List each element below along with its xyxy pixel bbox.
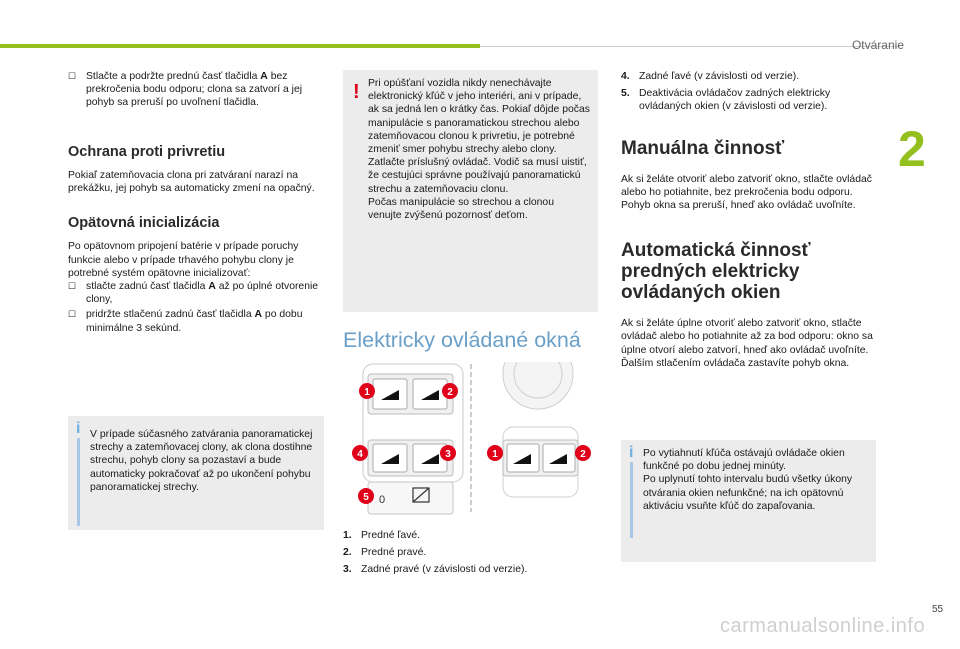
bullet-text: stlačte zadnú časť tlačidla A až po úplné otvorenie clony, — [86, 281, 319, 306]
bullet-text: pridržte stlačenú zadnú časť tlačidla A po dobu minimálne 3 sekúnd. — [86, 309, 303, 334]
page-number: 55 — [932, 604, 944, 615]
window-switches-illustration — [343, 362, 598, 522]
switch-front-right — [413, 379, 447, 409]
list-item: 3. Zadné pravé (v závislosti od verzie). — [343, 564, 528, 576]
switch-rear-left — [373, 444, 407, 472]
list-item: 5. Deaktivácia ovládačov zadných elektricky ovládaných okien (v závislosti od verzie). — [621, 88, 831, 113]
column-left — [68, 70, 324, 337]
bullet-marker: ☐ — [68, 71, 77, 81]
header-divider — [480, 46, 900, 47]
info-bar — [77, 438, 80, 526]
passenger-switch-left — [507, 444, 539, 472]
anti-pinch-text: Pokiaľ zatemňovacia clona pri zatváraní narazí na prekážku, jej pohyb sa automaticky zmení na opačný. — [68, 169, 315, 195]
bullet-marker: ☐ — [68, 309, 77, 320]
bullet-item — [68, 70, 324, 110]
info-text: Po vytiahnutí kľúča ostávajú ovládače okien funkčné po dobu jednej minúty. Po uplynutí tohto intervalu budú všetky úkony otvárania okien nefunkčné; na ich opätovnú aktiváciu vsuňte kľúč do zapaľovania. — [643, 448, 853, 512]
callout-label: 4 — [357, 449, 363, 460]
column-right — [621, 70, 876, 370]
switch-front-left — [373, 379, 407, 409]
callout-label: 1 — [364, 387, 370, 398]
bullet-marker: ☐ — [68, 281, 77, 292]
warning-icon: ! — [353, 81, 360, 103]
warning-box — [343, 70, 598, 312]
passenger-switch-right — [543, 444, 575, 472]
bullet-text: Stlačte a podržte prednú časť tlačidla A bez prekročenia bodu odporu; clona sa zatvorí a jej pohyb sa preruší po uvoľnení tlačidla. — [86, 71, 303, 109]
reinit-text: Po opätovnom pripojení batérie v prípade poruchy funkcie alebo v prípade trhavého pohybu clony je potrebné systém opätovne inicializovať: — [68, 241, 299, 279]
info-box-right — [621, 440, 876, 562]
info-box-left — [68, 416, 324, 530]
callout-label: 3 — [445, 449, 451, 460]
callout-label: 2 — [580, 449, 586, 460]
manual-text: Ak si želáte otvoriť alebo zatvoriť okno, stlačte ovládač alebo ho potiahnite, bez prekročenia bodu odporu. Pohyb okna sa preruší, hneď ako ovládač uvoľníte. — [621, 173, 872, 212]
watermark: carmanualsonline.info — [720, 615, 926, 637]
info-text: V prípade súčasného zatvárania panoramatickej strechy a zatemňovacej clony, ak clona dostihne strechu, pohyb clony sa pozastaví a bude automaticky pokračovať až po ukončení pohybu panoramatickej strechy. — [90, 429, 313, 493]
heading-power-windows: Elektricky ovládané okná — [343, 328, 581, 352]
heading-manual-operation: Manuálna činnosť — [621, 137, 785, 159]
info-icon: i — [76, 420, 81, 437]
info-icon: i — [629, 444, 634, 461]
heading-automatic-operation: Automatická činnosť predných elektricky ovládaných okien — [621, 240, 811, 304]
callout-label: 1 — [492, 449, 498, 460]
list-item: 2. Predné pravé. — [343, 547, 427, 559]
switch-list-1 — [343, 529, 598, 581]
list-item: 1. Predné ľavé. — [343, 530, 421, 541]
bullet-item — [68, 308, 324, 334]
lock-label: 0 — [379, 494, 386, 506]
section-title: Otváranie — [851, 38, 904, 52]
automatic-text: Ak si želáte úplne otvoriť alebo zatvoriť okno, stlačte ovládač alebo ho potiahnite až za bod odporu: okno sa úplne otvorí alebo zatvorí, hneď ako ovládač uvoľníte. Ďalším stlačením ovládača zastavíte pohyb okna. — [621, 318, 873, 369]
callout-label: 2 — [447, 387, 453, 398]
chapter-accent-bar — [0, 44, 480, 48]
switch-list-2 — [621, 70, 876, 114]
callout-label: 5 — [363, 492, 369, 503]
list-item: 4. Zadné ľavé (v závislosti od verzie). — [621, 71, 800, 82]
bullet-item — [68, 280, 324, 306]
info-bar — [630, 462, 633, 538]
heading-anti-pinch: Ochrana proti privretiu — [68, 143, 226, 160]
heading-reinitialization: Opätovná inicializácia — [68, 215, 220, 232]
warning-text: Pri opúšťaní vozidla nikdy nenechávajte elektronický kľúč v jeho interiéri, ani v prípade, ak sa jedná len o krátky čas. Pokiaľ dôjde počas manipulácie s panoramatickou strechou alebo zatemňovacou clonou k privretiu, je potrebné zmeniť smer pohybu strechy alebo clony. Zatlačte príslušný ovládač. Vodič sa musí uistiť, že cestujúci správne používajú panoramatickú strechu a zatemňovaciu clonu. Počas manipulácie so strechou a clonou venujte zvýšenú pozornosť deťom. — [368, 78, 590, 222]
door-handle-area — [503, 362, 573, 409]
chapter-number: 2 — [898, 121, 926, 177]
